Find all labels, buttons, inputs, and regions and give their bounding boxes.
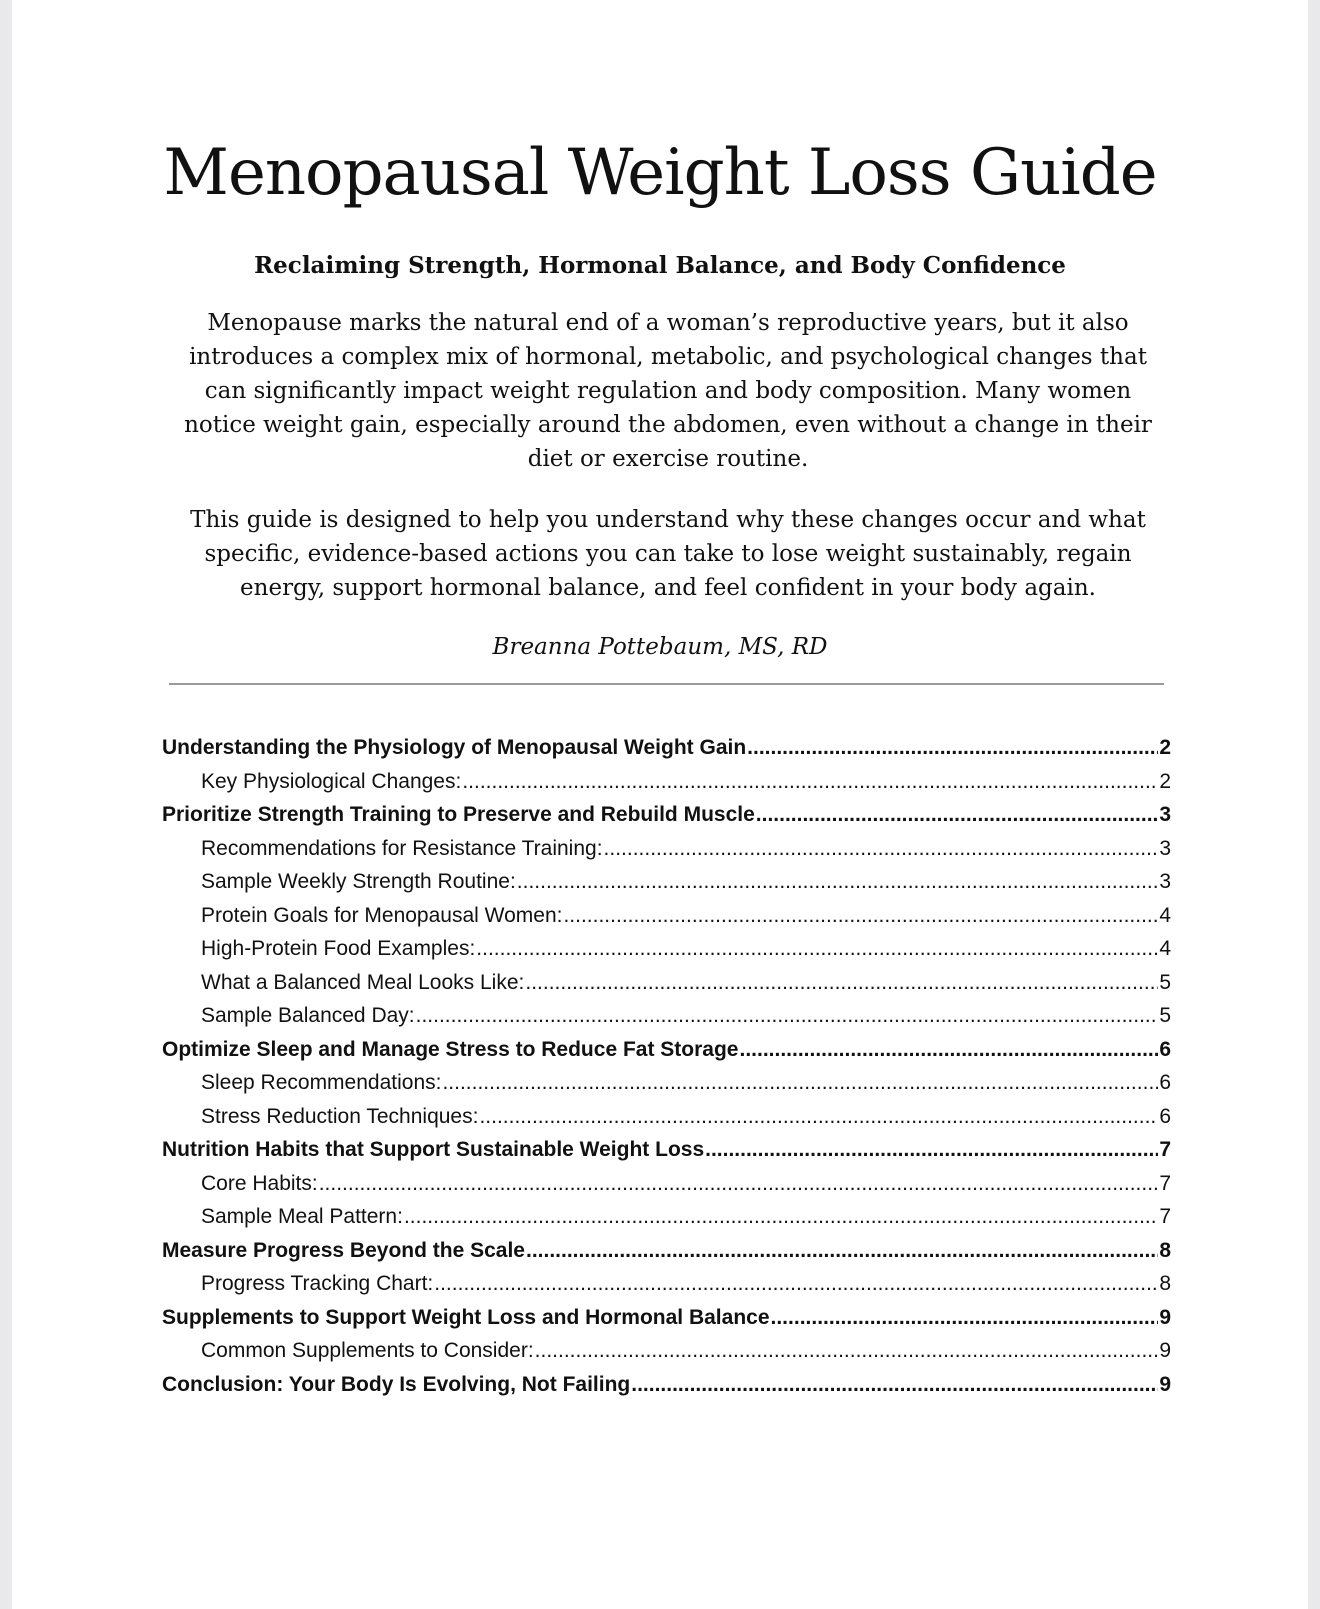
toc-entry-label: Key Physiological Changes: xyxy=(201,769,462,793)
intro-paragraph-1: Menopause marks the natural end of a woman’s reproductive years, but it also introduces a complex mix of hormonal, metabolic, and psychological changes that can significantly impact weight regulation and body composition. Many women notice weight gain, especially around the abdomen, even without a change in their diet or exercise routine. xyxy=(184,310,1152,472)
toc-page-number: 9 xyxy=(1159,1372,1171,1396)
toc-page-number: 3 xyxy=(1159,870,1171,893)
toc-entry-label: Common Supplements to Consider: xyxy=(201,1339,534,1362)
toc-entry-label: Sample Weekly Strength Routine: xyxy=(201,870,516,893)
toc-dot-leader xyxy=(434,1272,1158,1296)
toc-dot-leader xyxy=(604,837,1159,861)
toc-page-number: 5 xyxy=(1159,970,1171,994)
toc-entry-label: Optimize Sleep and Manage Stress to Reduce Fat Storage xyxy=(162,1037,739,1061)
toc-page-number: 5 xyxy=(1159,1004,1171,1027)
toc-dot-leader xyxy=(479,1105,1158,1129)
toc-page-number: 2 xyxy=(1159,736,1171,759)
toc-page-number: 9 xyxy=(1159,1339,1171,1362)
toc-page-number: 7 xyxy=(1159,1138,1171,1161)
toc-dot-leader xyxy=(631,1373,1158,1397)
toc-page-number: 8 xyxy=(1159,1272,1171,1295)
toc-subsection-link[interactable] xyxy=(162,1272,1171,1306)
toc-section-link[interactable] xyxy=(162,1239,1171,1273)
toc-subsection-link[interactable] xyxy=(162,1339,1171,1373)
toc-page-number: 3 xyxy=(1159,803,1171,826)
toc-dot-leader xyxy=(404,1205,1158,1229)
toc-subsection-link[interactable] xyxy=(162,1205,1171,1239)
toc-dot-leader xyxy=(442,1071,1158,1095)
toc-dot-leader xyxy=(747,736,1158,760)
toc-entry-label: Sleep Recommendations: xyxy=(201,1071,442,1094)
toc-dot-leader xyxy=(476,937,1158,961)
toc-dot-leader xyxy=(319,1172,1159,1196)
toc-dot-leader xyxy=(517,870,1159,894)
toc-subsection-link[interactable] xyxy=(162,971,1171,1005)
toc-entry-label: Sample Balanced Day: xyxy=(201,1004,415,1027)
toc-section-link[interactable] xyxy=(162,1138,1171,1172)
toc-page-number: 4 xyxy=(1159,937,1171,960)
toc-entry-label: Progress Tracking Chart: xyxy=(201,1272,434,1295)
toc-section-link[interactable] xyxy=(162,1306,1171,1340)
toc-dot-leader xyxy=(771,1306,1159,1330)
document-page xyxy=(12,0,1308,1609)
toc-entry-label: Sample Meal Pattern: xyxy=(201,1205,403,1228)
intro-paragraph-2: This guide is designed to help you understand why these changes occur and what specific, evidence-based actions you can take to lose weight sustainably, regain energy, support hormonal balance, and feel confident in your body again. xyxy=(190,507,1146,601)
toc-page-number: 4 xyxy=(1159,903,1171,927)
toc-subsection-link[interactable] xyxy=(162,837,1171,871)
toc-page-number: 6 xyxy=(1159,1037,1171,1061)
toc-dot-leader xyxy=(739,1038,1158,1062)
document-title: Menopausal Weight Loss Guide xyxy=(163,136,1157,210)
toc-page-number: 3 xyxy=(1159,836,1171,860)
toc-subsection-link[interactable] xyxy=(162,1105,1171,1139)
toc-entry-label: What a Balanced Meal Looks Like: xyxy=(201,970,525,994)
author-line: Breanna Pottebaum, MS, RD xyxy=(492,634,828,660)
document-subtitle: Reclaiming Strength, Hormonal Balance, and Body Confidence xyxy=(254,252,1066,279)
toc-dot-leader xyxy=(462,770,1158,794)
toc-subsection-link[interactable] xyxy=(162,1172,1171,1206)
toc-page-number: 6 xyxy=(1159,1071,1171,1094)
toc-entry-label: Conclusion: Your Body Is Evolving, Not Failing xyxy=(162,1372,631,1396)
toc-entry-label: Core Habits: xyxy=(201,1171,318,1195)
toc-dot-leader xyxy=(525,971,1158,995)
toc-entry-label: Recommendations for Resistance Training: xyxy=(201,836,603,860)
toc-dot-leader xyxy=(526,1239,1158,1263)
toc-dot-leader xyxy=(705,1138,1158,1162)
toc-subsection-link[interactable] xyxy=(162,870,1171,904)
toc-entry-label: Protein Goals for Menopausal Women: xyxy=(201,903,563,927)
toc-page-number: 8 xyxy=(1159,1238,1171,1262)
toc-page-number: 2 xyxy=(1159,769,1171,793)
toc-section-link[interactable] xyxy=(162,1038,1171,1072)
toc-section-link[interactable] xyxy=(162,1373,1171,1407)
toc-dot-leader xyxy=(416,1004,1159,1028)
toc-page-number: 6 xyxy=(1159,1104,1171,1128)
toc-entry-label: High-Protein Food Examples: xyxy=(201,937,476,960)
toc-subsection-link[interactable] xyxy=(162,904,1171,938)
toc-subsection-link[interactable] xyxy=(162,937,1171,971)
toc-dot-leader xyxy=(535,1339,1159,1363)
toc-entry-label: Prioritize Strength Training to Preserve and Rebuild Muscle xyxy=(162,803,755,826)
toc-dot-leader xyxy=(563,904,1158,928)
toc-subsection-link[interactable] xyxy=(162,770,1171,804)
toc-page-number: 7 xyxy=(1159,1205,1171,1228)
toc-subsection-link[interactable] xyxy=(162,1004,1171,1038)
toc-entry-label: Measure Progress Beyond the Scale xyxy=(162,1238,525,1262)
toc-section-link[interactable] xyxy=(162,736,1171,770)
toc-entry-label: Supplements to Support Weight Loss and Hormonal Balance xyxy=(162,1305,770,1329)
toc-entry-label: Nutrition Habits that Support Sustainable Weight Loss xyxy=(162,1138,705,1161)
toc-entry-label: Understanding the Physiology of Menopausal Weight Gain xyxy=(162,736,747,759)
toc-page-number: 7 xyxy=(1159,1171,1171,1195)
horizontal-divider xyxy=(169,683,1164,685)
toc-entry-label: Stress Reduction Techniques: xyxy=(201,1104,479,1128)
table-of-contents xyxy=(162,736,1171,1406)
toc-subsection-link[interactable] xyxy=(162,1071,1171,1105)
toc-dot-leader xyxy=(756,803,1159,827)
toc-page-number: 9 xyxy=(1159,1305,1171,1329)
toc-section-link[interactable] xyxy=(162,803,1171,837)
